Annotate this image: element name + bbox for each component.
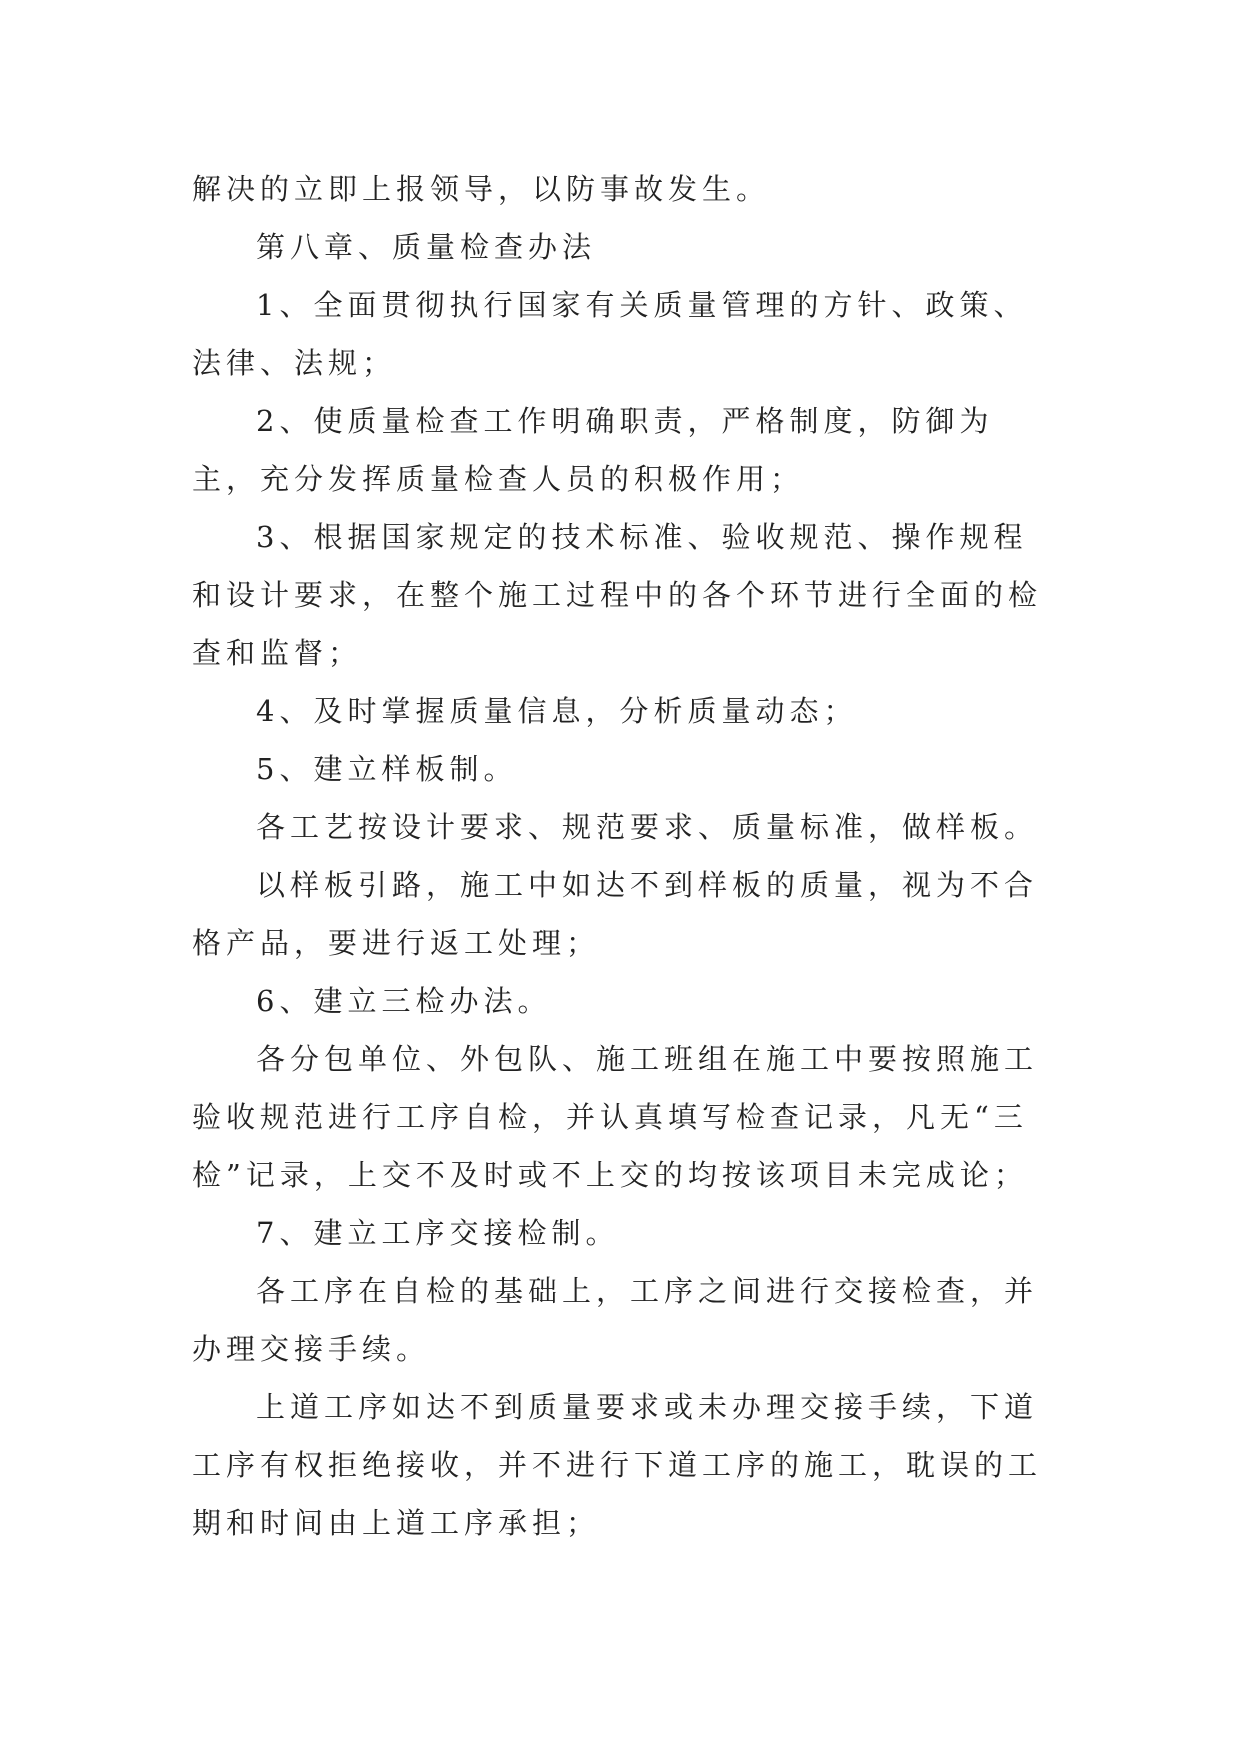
paragraph-sample-standard: 各工艺按设计要求、规范要求、质量标准，做样板。: [256, 810, 1039, 844]
paragraph-continuation: 解决的立即上报领导，以防事故发生。: [192, 172, 771, 206]
paragraph-sample-guide: 以样板引路，施工中如达不到样板的质量，视为不合格产品，要进行返工处理；: [192, 868, 1039, 960]
document-body: [192, 160, 1052, 1552]
paragraph-item-6: 6、建立三检办法。: [256, 984, 552, 1018]
paragraph-item-1: 1、全面贯彻执行国家有关质量管理的方针、政策、法律、法规；: [192, 288, 1028, 380]
paragraph-three-checks: 各分包单位、外包队、施工班组在施工中要按照施工验收规范进行工序自检，并认真填写检查记录，凡无“三检”记录，上交不及时或不上交的均按该项目未完成论；: [192, 1042, 1039, 1192]
paragraph-item-5: 5、建立样板制。: [256, 752, 518, 786]
paragraph-item-3: 3、根据国家规定的技术标准、验收规范、操作规程和设计要求，在整个施工过程中的各个环节进行全面的检查和监督；: [192, 520, 1043, 670]
chapter-heading: 第八章、质量检查办法: [256, 230, 597, 264]
paragraph-handover: 各工序在自检的基础上，工序之间进行交接检查，并办理交接手续。: [192, 1274, 1039, 1366]
paragraph-upstream-process: 上道工序如达不到质量要求或未办理交接手续，下道工序有权拒绝接收，并不进行下道工序的施工，耽误的工期和时间由上道工序承担；: [192, 1390, 1043, 1540]
paragraph-item-2: 2、使质量检查工作明确职责，严格制度，防御为主，充分发挥质量检查人员的积极作用；: [192, 404, 994, 496]
paragraph-item-7: 7、建立工序交接检制。: [256, 1216, 620, 1250]
paragraph-item-4: 4、及时掌握质量信息，分析质量动态；: [256, 694, 858, 728]
